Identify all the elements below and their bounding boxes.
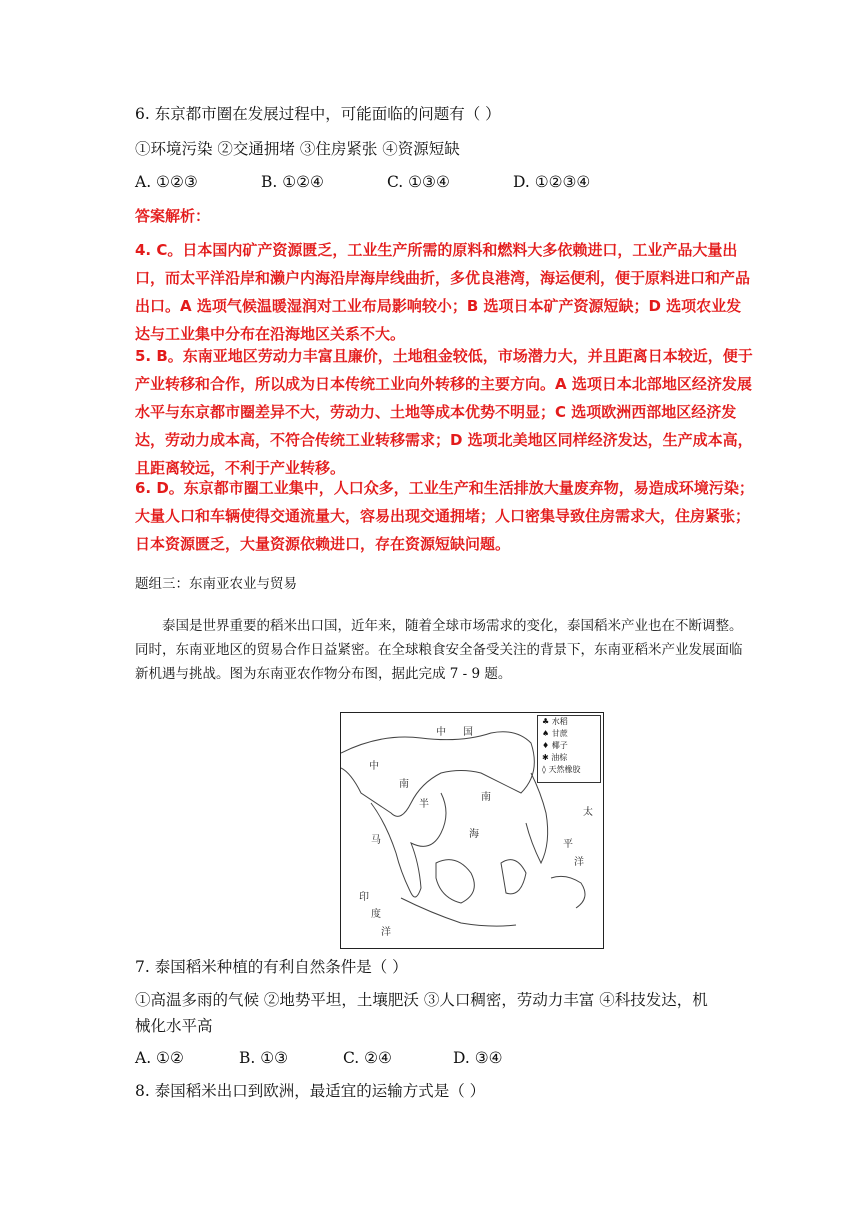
group3-intro: 泰国是世界重要的稻米出口国，近年来，随着全球市场需求的变化，泰国稻米产业也在不断调整。同时，东南亚地区的贸易合作日益紧密。在全球粮食安全备受关注的背景下，东南亚稻米产业发展面临新机遇与挑战。图为东南亚农作物分布图，据此完成 7 - 9 题。 xyxy=(135,618,743,682)
map-label-du: 度 xyxy=(371,909,381,920)
map-label-zhong: 中 xyxy=(436,727,446,738)
q7-items-line2: 械化水平高 xyxy=(135,1017,213,1035)
map-label-yang2: 洋 xyxy=(381,927,391,938)
answer-6: 6. D。东京都市圈工业集中，人口众多，工业生产和生活排放大量废弃物，易造成环境污染；大量人口和车辆使得交通流量大，容易出现交通拥堵；人口密集导致住房需求大，住房紧张；日本资源匮乏，大量资源依赖进口，存在资源短缺问题。 xyxy=(135,479,754,553)
legend-oil-palm-label: 油棕 xyxy=(551,753,568,762)
q7-option-d: D. ③④ xyxy=(453,1049,503,1067)
answer-4: 4. C。日本国内矿产资源匮乏，工业生产所需的原料和燃料大多依赖进口，工业产品大量出口，而太平洋沿岸和濑户内海沿岸海岸线曲折，多优良港湾，海运便利，便于原料进口和产品出口。A 选项气候温暖湿润对工业布局影响较小；B 选项日本矿产资源短缺；D 选项农业发达与工业集中分布在沿海地区关系不大。 xyxy=(135,241,751,343)
southeast-asia-crop-map xyxy=(340,712,604,949)
group3-title: 题组三：东南亚农业与贸易 xyxy=(135,576,297,592)
q7-option-a: A. ①② xyxy=(135,1049,184,1067)
q6-options xyxy=(135,172,590,192)
legend-sugarcane-label: 甘蔗 xyxy=(551,729,568,738)
answer-5: 5. B。东南亚地区劳动力丰富且廉价，土地租金较低，市场潜力大，并且距离日本较近，便于产业转移和合作，所以成为日本传统工业向外转移的主要方向。A 选项日本北部地区经济发展水平与东京都市圈差异不大，劳动力、土地等成本优势不明显；C 选项欧洲西部地区经济发达，劳动力成本高，不符合传统工业转移需求；D 选项北美地区同样经济发达，生产成本高，且距离较远，不利于产业转移。 xyxy=(135,347,753,477)
map-label-nan-sea: 南 xyxy=(481,792,491,803)
legend-rubber: ◊ 天然橡胶 xyxy=(542,765,581,774)
q7-options xyxy=(135,1048,503,1068)
q6-option-c: C. ①③④ xyxy=(387,173,450,191)
q6-option-b: B. ①②④ xyxy=(261,173,324,191)
legend-coconut-label: 椰子 xyxy=(551,741,568,750)
q6-option-d: D. ①②③④ xyxy=(513,173,591,191)
legend-coconut: ♦ 椰子 xyxy=(542,741,568,750)
q8-stem: 8. 泰国稻米出口到欧洲，最适宜的运输方式是（ ） xyxy=(135,1082,486,1100)
legend-sugarcane: ♠ 甘蔗 xyxy=(542,729,568,738)
map-label-yang: 洋 xyxy=(574,857,584,868)
map-label-guo: 国 xyxy=(463,727,473,738)
map-label-ban: 半 xyxy=(419,799,429,810)
map-label-yin: 印 xyxy=(359,892,369,903)
q7-option-b: B. ①③ xyxy=(239,1049,289,1067)
map-label-zhong2: 中 xyxy=(369,761,379,772)
q6-option-a: A. ①②③ xyxy=(135,173,198,191)
legend-rice: ♣ 水稻 xyxy=(542,717,568,726)
q6-items: ①环境污染 ②交通拥堵 ③住房紧张 ④资源短缺 xyxy=(135,140,460,158)
q7-stem: 7. 泰国稻米种植的有利自然条件是（ ） xyxy=(135,958,408,976)
legend-oil-palm: ✱ 油棕 xyxy=(542,753,568,762)
map-label-nan: 南 xyxy=(399,779,409,790)
legend-rubber-label: 天然橡胶 xyxy=(548,765,581,774)
map-label-ping: 平 xyxy=(563,839,573,850)
map-label-ma: 马 xyxy=(371,835,381,846)
answer-title: 答案解析： xyxy=(135,207,211,225)
map-label-hai: 海 xyxy=(469,829,479,840)
legend-rice-label: 水稻 xyxy=(551,717,568,726)
map-legend xyxy=(537,715,601,783)
q7-option-c: C. ②④ xyxy=(343,1049,392,1067)
q7-items-line1: ①高温多雨的气候 ②地势平坦，土壤肥沃 ③人口稠密，劳动力丰富 ④科技发达，机 xyxy=(135,991,708,1009)
map-label-tai: 太 xyxy=(583,807,593,818)
q6-stem: 6. 东京都市圈在发展过程中，可能面临的问题有（ ） xyxy=(135,105,501,123)
